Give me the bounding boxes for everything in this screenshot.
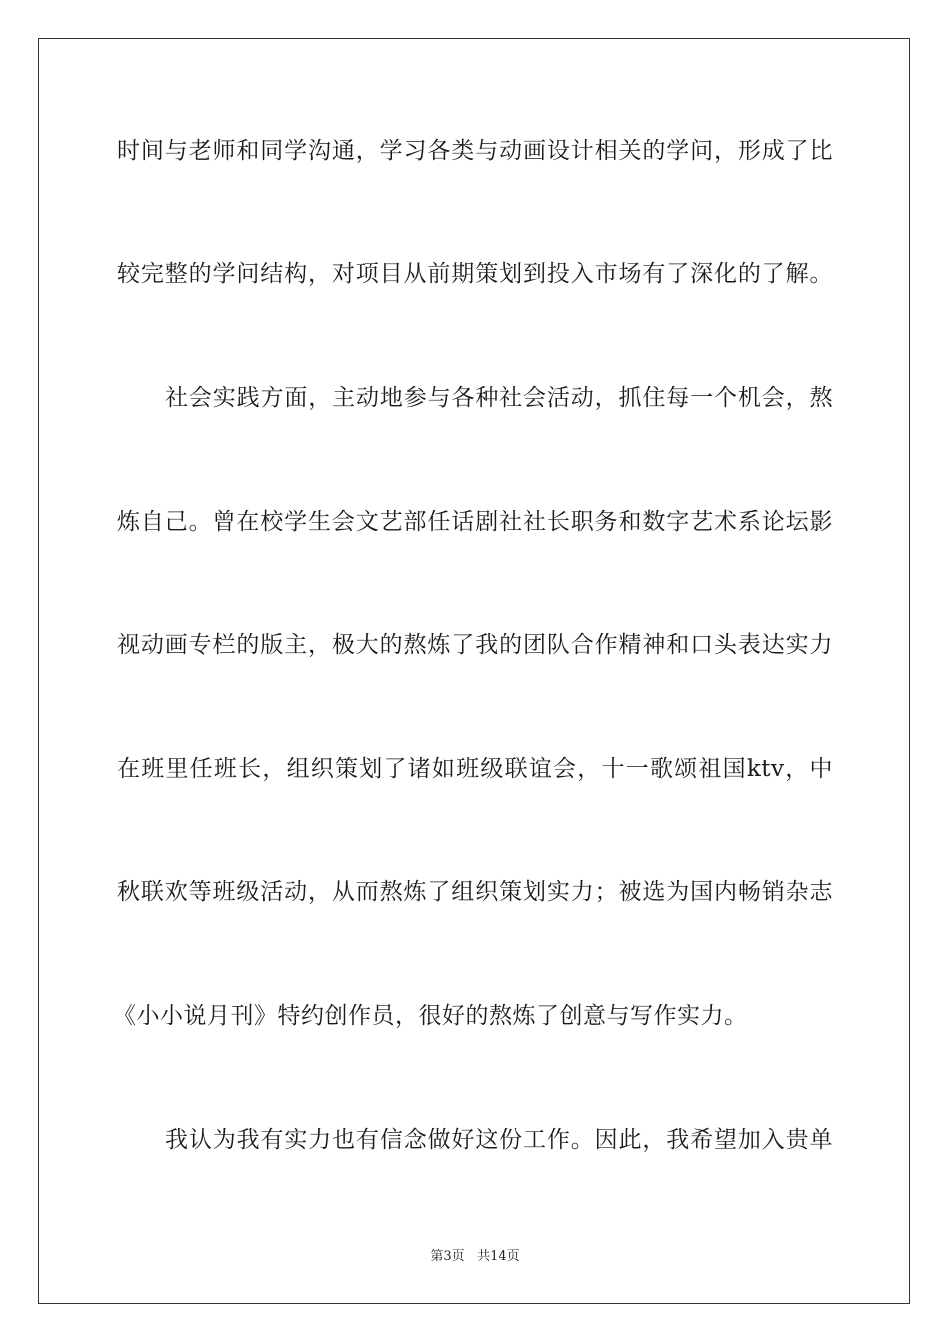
- page-frame: [38, 38, 910, 1304]
- total-pages: 共14页: [477, 1249, 520, 1264]
- text-line: 在班里任班长，组织策划了诸如班级联谊会，十一歌颂祖国ktv，中: [117, 756, 833, 782]
- text-line: 秋联欢等班级活动，从而熬炼了组织策划实力；被选为国内畅销杂志: [117, 879, 833, 905]
- page-number: 第3页: [430, 1249, 465, 1264]
- text-line: 炼自己。曾在校学生会文艺部任话剧社社长职务和数字艺术系论坛影: [117, 509, 833, 535]
- text-line: 视动画专栏的版主，极大的熬炼了我的团队合作精神和口头表达实力: [117, 632, 833, 658]
- footer-separator: [465, 1249, 477, 1264]
- paragraph-first-line: 社会实践方面，主动地参与各种社会活动，抓住每一个机会，熬: [165, 385, 833, 411]
- page-footer: [0, 1248, 950, 1266]
- text-line: 《小小说月刊》特约创作员，很好的熬炼了创意与写作实力。: [113, 1003, 748, 1029]
- text-line: 较完整的学问结构，对项目从前期策划到投入市场有了深化的了解。: [117, 261, 833, 287]
- paragraph-first-line: 我认为我有实力也有信念做好这份工作。因此，我希望加入贵单: [165, 1127, 833, 1153]
- text-line: 时间与老师和同学沟通，学习各类与动画设计相关的学问，形成了比: [117, 138, 833, 164]
